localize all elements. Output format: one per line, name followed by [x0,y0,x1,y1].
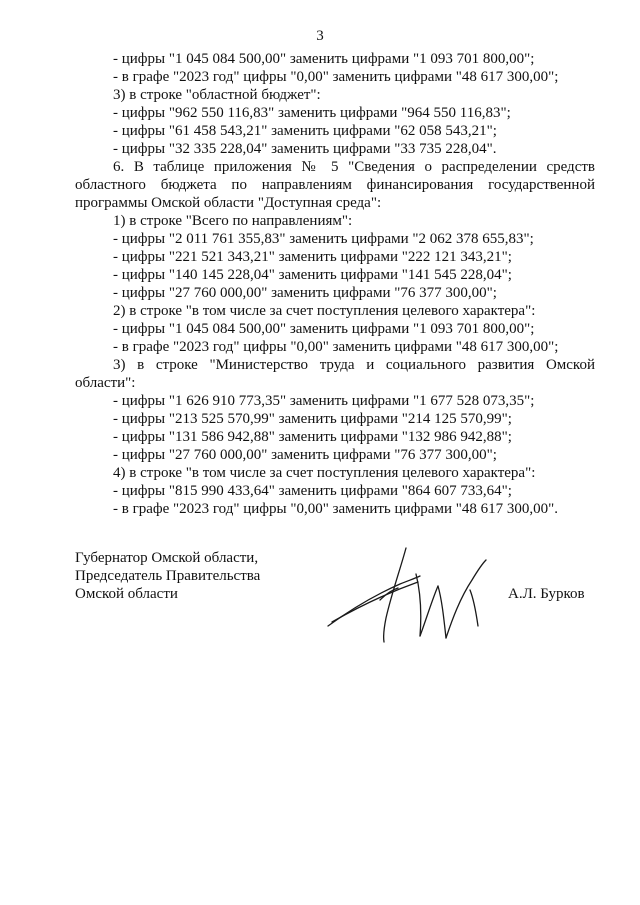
text-line: - цифры "27 760 000,00" заменить цифрами "76 377 300,00"; [113,447,497,463]
text-line: - цифры "221 521 343,21" заменить цифрами "222 121 343,21"; [113,249,512,265]
text-line: - в графе "2023 год" цифры "0,00" заменить цифрами "48 617 300,00"; [113,339,559,355]
text-line: области": [75,375,136,391]
text-line: - цифры "32 335 228,04" заменить цифрами "33 735 228,04". [113,141,497,157]
text-line: - в графе "2023 год" цифры "0,00" заменить цифрами "48 617 300,00". [113,501,558,517]
text-line: программы Омской области "Доступная среда": [75,195,382,211]
text-line: - цифры "140 145 228,04" заменить цифрами "141 545 228,04"; [113,267,512,283]
text-line: областного бюджета по направлениям финансирования государственной [75,177,595,193]
signature-block [75,549,260,603]
text-line: - цифры "131 586 942,88" заменить цифрами "132 986 942,88"; [113,429,512,445]
text-line: - цифры "213 525 570,99" заменить цифрами "214 125 570,99"; [113,411,512,427]
text-line: - цифры "1 045 084 500,00" заменить цифрами "1 093 701 800,00"; [113,51,535,67]
text-line: - цифры "1 045 084 500,00" заменить цифрами "1 093 701 800,00"; [113,321,535,337]
text-line: - цифры "815 990 433,64" заменить цифрами "864 607 733,64"; [113,483,512,499]
text-line: - цифры "2 011 761 355,83" заменить цифрами "2 062 378 655,83"; [113,231,534,247]
signer-name: А.Л. Бурков [508,586,585,602]
text-line: - цифры "1 626 910 773,35" заменить цифрами "1 677 528 073,35"; [113,393,535,409]
handwritten-signature-icon [320,540,500,650]
text-line: 4) в строке "в том числе за счет поступления целевого характера": [113,465,536,481]
text-line: - цифры "962 550 116,83" заменить цифрами "964 550 116,83"; [113,105,511,121]
text-line: - цифры "27 760 000,00" заменить цифрами "76 377 300,00"; [113,285,497,301]
document-body [75,50,595,518]
text-line: 3) в строке "областной бюджет": [113,87,321,103]
text-line: 1) в строке "Всего по направлениям": [113,213,353,229]
paragraph-6-heading: 6. В таблице приложения № 5 "Сведения о распределении средств [113,159,595,175]
text-line: - цифры "61 458 543,21" заменить цифрами "62 058 543,21"; [113,123,497,139]
page-number: 3 [316,28,324,44]
signer-title-line-3: Омской области [75,586,178,602]
text-line: - в графе "2023 год" цифры "0,00" заменить цифрами "48 617 300,00"; [113,69,559,85]
signer-title-line-2: Председатель Правительства [75,568,261,584]
text-line: 3) в строке "Министерство труда и социального развития Омской [113,357,595,373]
signer-title-line-1: Губернатор Омской области, [75,550,259,566]
text-line: 2) в строке "в том числе за счет поступления целевого характера": [113,303,536,319]
